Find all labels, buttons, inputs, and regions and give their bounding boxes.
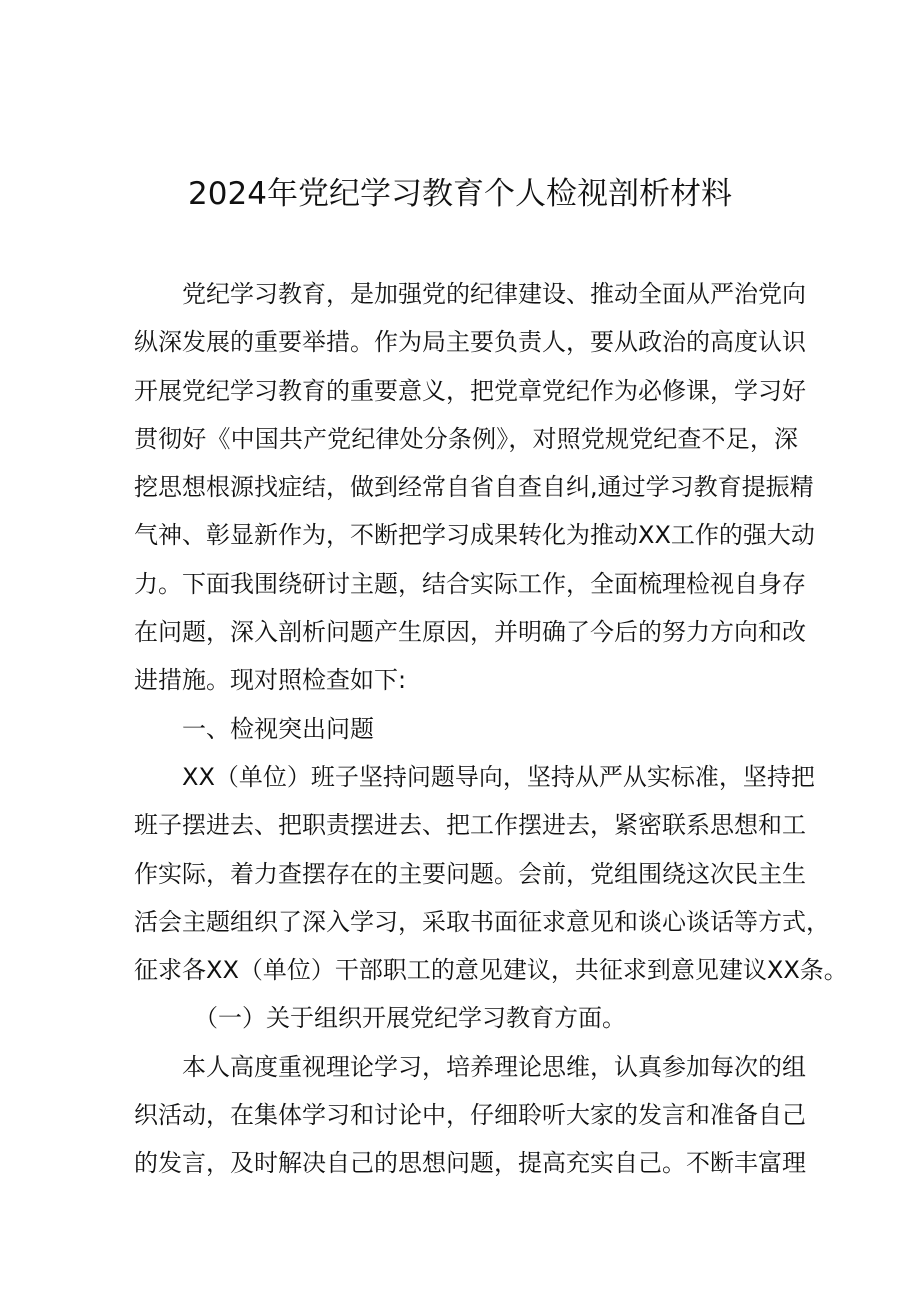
paragraph-line: 在问题，深入剖析问题产生原因，并明确了今后的努力方向和改: [134, 618, 806, 647]
paragraph-line: 纵深发展的重要举措。作为局主要负责人，要从政治的高度认识: [134, 328, 806, 357]
paragraph-line: 力。下面我围绕研讨主题，结合实际工作，全面梳理检视自身存: [134, 569, 806, 598]
paragraph-line: 征求各XX（单位）干部职工的意见建议，共征求到意见建议XX条。: [134, 956, 848, 985]
paragraph-line: 的发言，及时解决自己的思想问题，提高充实自己。不断丰富理: [134, 1149, 806, 1178]
paragraph-line: 挖思想根源找症结，做到经常自省自查自纠,通过学习教育提振精: [134, 473, 814, 502]
section-heading: 一、检视突出问题: [182, 714, 374, 743]
paragraph-line: 开展党纪学习教育的重要意义，把党章党纪作为必修课，学习好: [134, 376, 806, 405]
subsection-heading: （一）关于组织开展党纪学习教育方面。: [194, 1004, 626, 1033]
paragraph-line: 本人高度重视理论学习，培养理论思维，认真参加每次的组: [182, 1052, 806, 1081]
paragraph-line: 贯彻好《中国共产党纪律处分条例》，对照党规党纪查不足，深: [134, 424, 798, 453]
paragraph-line: 进措施。现对照检查如下:: [134, 666, 407, 695]
paragraph-line: 气神、彰显新作为，不断把学习成果转化为推动XX工作的强大动: [134, 521, 815, 550]
document-body: [134, 270, 848, 1188]
document-title: 2024年党纪学习教育个人检视剖析材料: [188, 176, 732, 212]
paragraph-line: 党纪学习教育，是加强党的纪律建设、推动全面从严治党向: [182, 280, 806, 308]
paragraph-line: 活会主题组织了深入学习，采取书面征求意见和谈心谈话等方式，: [134, 907, 830, 936]
paragraph-line: 班子摆进去、把职责摆进去、把工作摆进去，紧密联系思想和工: [134, 811, 806, 840]
paragraph-line: 织活动，在集体学习和讨论中，仔细聆听大家的发言和准备自己: [134, 1101, 806, 1130]
paragraph-line: 作实际，着力查摆存在的主要问题。会前，党组围绕这次民主生: [134, 859, 806, 888]
paragraph-line: XX（单位）班子坚持问题导向，坚持从严从实标准，坚持把: [182, 762, 815, 791]
